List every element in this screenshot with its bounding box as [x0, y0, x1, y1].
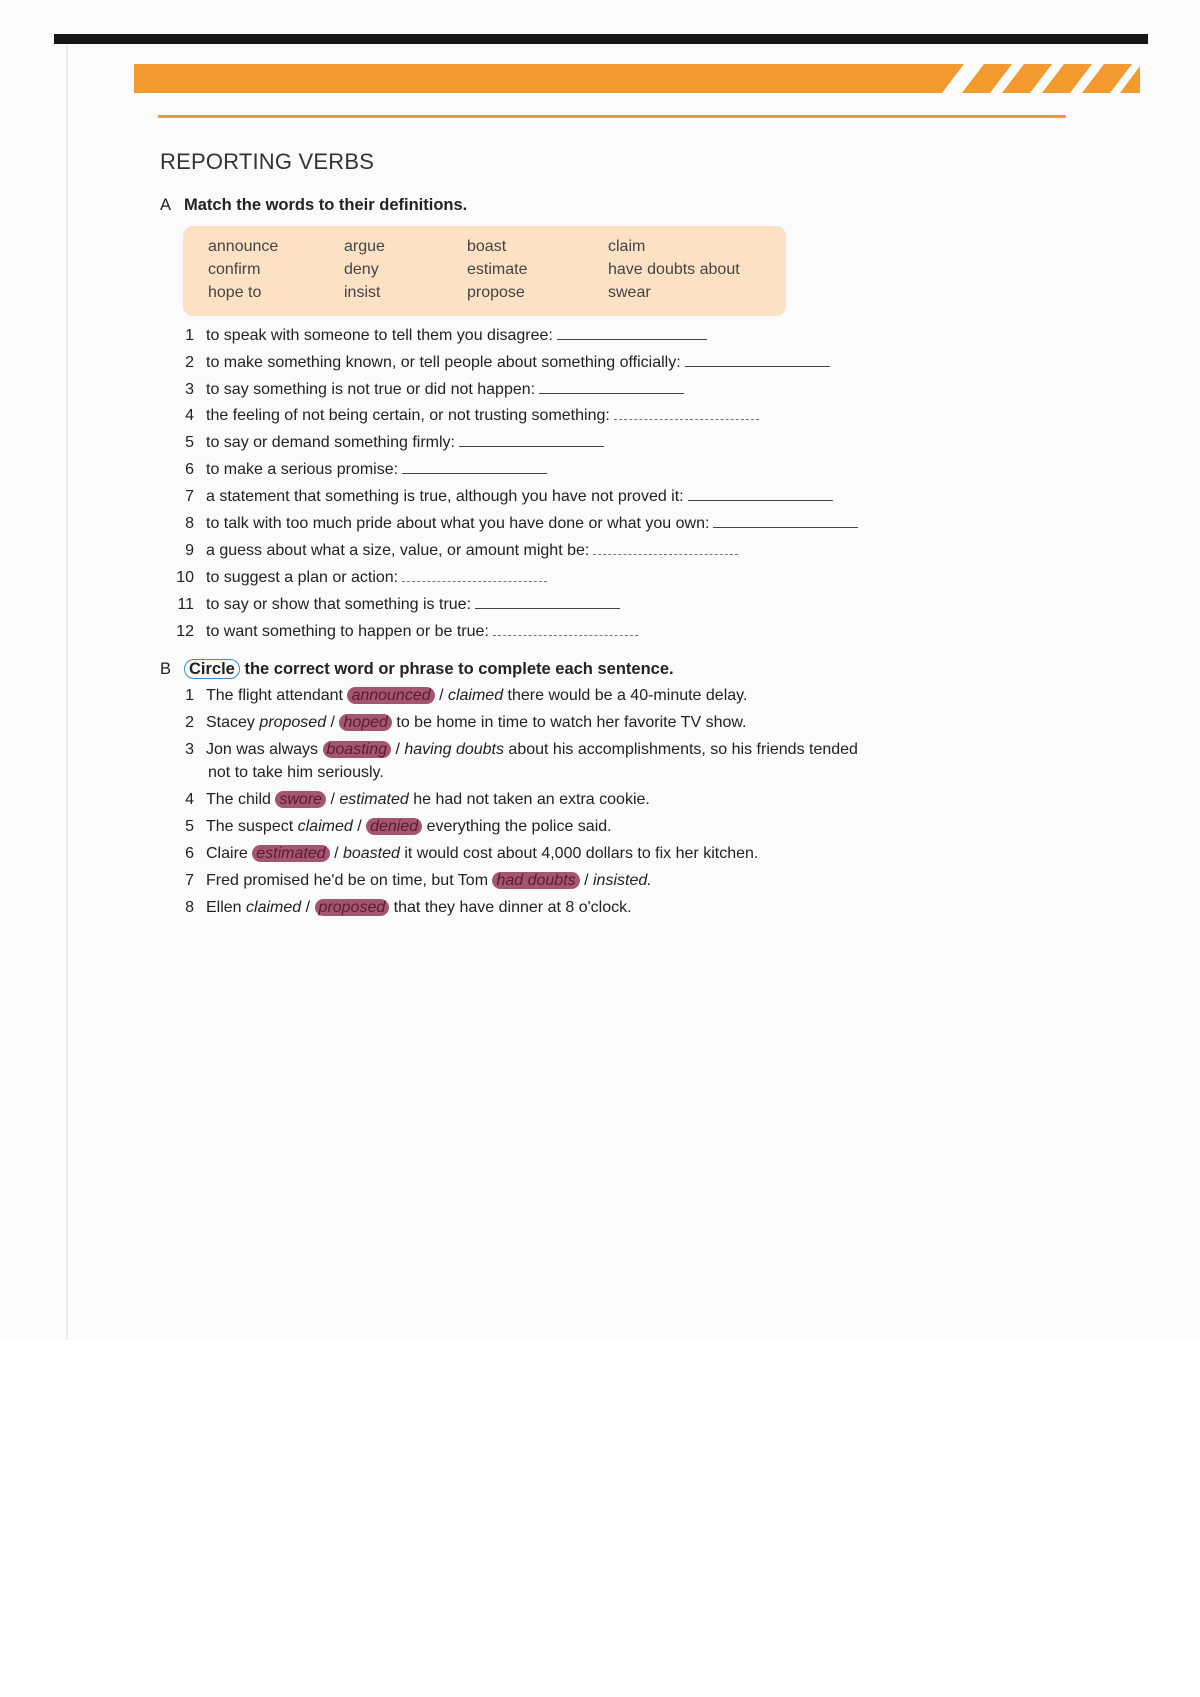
definition-item — [172, 596, 620, 614]
answer-blank[interactable] — [685, 354, 830, 367]
sentence-post: it would cost about 4,000 dollars to fix her kitchen. — [399, 845, 759, 862]
option-selected[interactable]: estimated — [252, 845, 329, 862]
word-box-item: insist — [344, 284, 381, 301]
sentence-post: everything the police said. — [422, 818, 612, 835]
word-box-item: have doubts about — [608, 261, 740, 278]
sentence-item — [172, 872, 652, 890]
item-text: a guess about what a size, value, or amount might be: — [206, 542, 590, 559]
option-separator: / — [579, 872, 593, 889]
item-text: to say something is not true or did not happen: — [206, 381, 536, 398]
sentence-item — [172, 845, 758, 863]
answer-blank[interactable] — [402, 569, 547, 582]
option-separator: / — [391, 741, 405, 758]
option-selected[interactable]: hoped — [339, 714, 392, 731]
option-other[interactable]: having doubts — [404, 741, 504, 758]
option-selected[interactable]: denied — [366, 818, 422, 835]
item-text: to speak with someone to tell them you disagree: — [206, 327, 553, 344]
word-box-item: claim — [608, 238, 646, 255]
item-text: to suggest a plan or action: — [206, 569, 399, 586]
page-title: REPORTING VERBS — [160, 149, 375, 174]
item-text: to talk with too much pride about what you have done or what you own: — [206, 515, 710, 532]
option-selected[interactable]: proposed — [315, 899, 390, 916]
definition-item — [172, 381, 684, 399]
definition-item — [172, 327, 707, 345]
option-selected[interactable]: swore — [275, 791, 326, 808]
section-a-heading — [160, 196, 467, 215]
word-box-item: hope to — [208, 284, 262, 301]
sentence-item — [172, 791, 650, 809]
item-number: 12 — [176, 623, 194, 640]
item-number: 5 — [185, 818, 194, 835]
section-a-instruction: Match the words to their definitions. — [184, 196, 468, 214]
sentence-pre: Claire — [206, 845, 248, 862]
answer-blank[interactable] — [557, 327, 707, 340]
top-border — [54, 34, 1148, 44]
definition-item — [172, 515, 858, 533]
orange-banner — [134, 64, 1140, 93]
item-number: 4 — [185, 407, 194, 424]
answer-blank[interactable] — [713, 515, 858, 528]
option-selected[interactable]: announced — [347, 687, 434, 704]
item-number: 7 — [185, 872, 194, 889]
section-a-letter: A — [160, 196, 172, 214]
item-text: to make a serious promise: — [206, 461, 399, 478]
item-text: to say or demand something firmly: — [206, 434, 455, 451]
item-number: 6 — [185, 845, 194, 862]
sentence-item — [172, 899, 632, 917]
answer-blank[interactable] — [539, 381, 684, 394]
definition-item — [172, 407, 759, 425]
section-b-letter: B — [160, 660, 172, 678]
option-separator: / — [326, 791, 340, 808]
sentence-item — [172, 687, 747, 705]
word-box-item: argue — [344, 238, 385, 255]
item-text: a statement that something is true, although you have not proved it: — [206, 488, 684, 505]
answer-blank[interactable] — [402, 461, 547, 474]
item-number: 8 — [185, 899, 194, 916]
word-box — [183, 226, 786, 316]
item-number: 1 — [185, 327, 194, 344]
item-text: to want something to happen or be true: — [206, 623, 489, 640]
item-number: 9 — [185, 542, 194, 559]
definition-item — [172, 461, 547, 479]
section-b-instruction: the correct word or phrase to complete each sentence. — [244, 660, 674, 678]
option-other[interactable]: proposed — [259, 714, 327, 731]
item-number: 2 — [185, 714, 194, 731]
sentence-pre: Fred promised he'd be on time, but Tom — [206, 872, 489, 889]
item-text: to make something known, or tell people about something officially: — [206, 354, 681, 371]
sentence-post: that they have dinner at 8 o'clock. — [389, 899, 632, 916]
option-other[interactable]: estimated — [339, 791, 409, 808]
option-other[interactable]: claimed — [246, 899, 302, 916]
item-text: the feeling of not being certain, or not trusting something: — [206, 407, 610, 424]
section-b-heading — [160, 660, 674, 679]
item-number: 5 — [185, 434, 194, 451]
definition-item — [172, 488, 833, 506]
option-other[interactable]: claimed — [297, 818, 353, 835]
word-box-item: confirm — [208, 261, 261, 278]
answer-blank[interactable] — [593, 542, 738, 555]
word-box-item: boast — [467, 238, 507, 255]
sentence-item — [172, 741, 858, 759]
definition-item — [172, 434, 604, 452]
item-text: to say or show that something is true: — [206, 596, 472, 613]
answer-blank[interactable] — [493, 623, 638, 636]
option-separator: / — [326, 714, 340, 731]
sentence-post: to be home in time to watch her favorite TV show. — [391, 714, 747, 731]
option-separator: / — [434, 687, 448, 704]
option-other[interactable]: boasted — [342, 845, 400, 862]
header-rule — [158, 115, 1066, 118]
word-box-item: deny — [344, 261, 379, 278]
option-separator: / — [301, 899, 315, 916]
sentence-pre: Ellen — [206, 899, 242, 916]
item-number: 8 — [185, 515, 194, 532]
definition-item — [172, 542, 738, 560]
word-box-item: swear — [608, 284, 651, 301]
answer-blank[interactable] — [614, 407, 759, 420]
definition-item — [172, 623, 638, 641]
item-number: 3 — [185, 741, 194, 758]
circle-word: Circle — [184, 659, 240, 679]
item-number: 3 — [185, 381, 194, 398]
sentence-pre: Jon was always — [206, 741, 319, 758]
item-number: 7 — [185, 488, 194, 505]
option-other[interactable]: insisted. — [593, 872, 652, 889]
page-edge — [66, 44, 68, 1340]
answer-blank[interactable] — [459, 434, 604, 447]
sentence-pre: The child — [206, 791, 271, 808]
word-box-item: announce — [208, 238, 279, 255]
item-number: 6 — [185, 461, 194, 478]
option-separator: / — [352, 818, 367, 835]
sentence-pre: Stacey — [206, 714, 255, 731]
sentence-item — [172, 714, 746, 732]
sentence-pre: The suspect — [206, 818, 294, 835]
option-selected[interactable]: had doubts — [492, 872, 579, 889]
item-number: 1 — [185, 687, 194, 704]
item-number: 4 — [185, 791, 194, 808]
word-box-item: estimate — [467, 261, 528, 278]
definition-item — [172, 569, 547, 587]
answer-blank[interactable] — [475, 596, 620, 609]
sentence-continuation: not to take him seriously. — [208, 764, 384, 781]
sentence-post: there would be a 40-minute delay. — [503, 687, 748, 704]
sentence-post: about his accomplishments, so his friends tended — [503, 741, 858, 758]
answer-blank[interactable] — [688, 488, 833, 501]
sentence-item — [172, 818, 612, 836]
sentence-pre: The flight attendant — [206, 687, 343, 704]
word-box-item: propose — [467, 284, 525, 301]
item-number: 2 — [185, 354, 194, 371]
sentence-post: he had not taken an extra cookie. — [408, 791, 650, 808]
option-separator: / — [329, 845, 343, 862]
definition-item — [172, 354, 830, 372]
option-selected[interactable]: boasting — [323, 741, 392, 758]
option-other[interactable]: claimed — [447, 687, 504, 704]
item-number: 10 — [176, 569, 194, 586]
item-number: 11 — [177, 596, 194, 613]
